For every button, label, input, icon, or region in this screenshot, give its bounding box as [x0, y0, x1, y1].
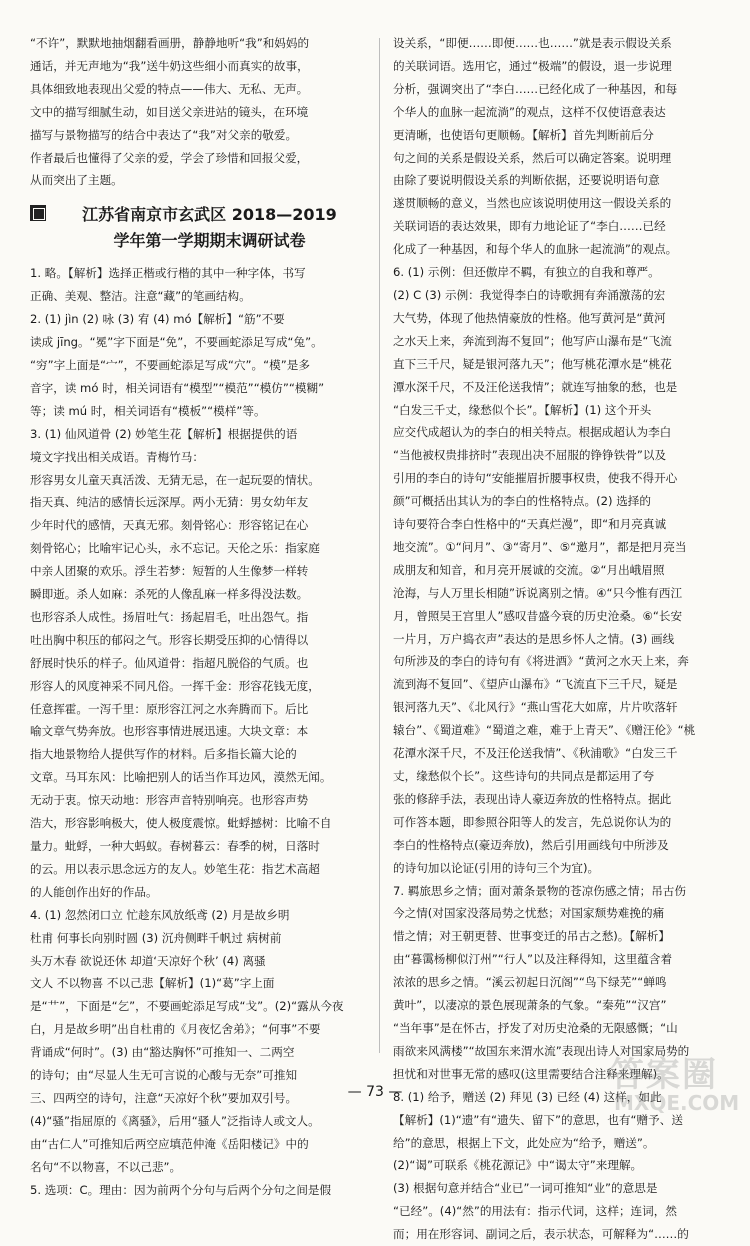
answer-line: 背诵成“何时”。(3) 由“豁达胸怀”可推知一、二两空 [30, 1045, 295, 1060]
intro-line: “不许”，默默地抽烟翻看画册，静静地听“我”和妈妈的 [30, 36, 310, 50]
answer-line: 2. (1) jìn (2) 咏 (3) 宥 (4) mó【解析】“筋”不要 [30, 312, 285, 327]
answer-line: 句所涉及的李白的诗句有《将进酒》“黄河之水天上来，奔 [393, 654, 689, 669]
answer-line: 正确、美观、整洁。注意“藏”的笔画结构。 [30, 289, 251, 304]
section-marker-icon [30, 205, 46, 221]
answer-line: 流到海不复回”、《望庐山瀑布》“飞流直下三千尺，疑是 [393, 677, 678, 692]
answer-line: 瞬即逝。杀人如麻：杀死的人像乱麻一样多得没法数。 [30, 587, 309, 602]
answer-line: 一片月，万户捣衣声”表达的是思乡怀人之情。(3) 画线 [393, 631, 675, 646]
answer-line: 今之情(对国家没落局势之忧愁；对国家颓势难挽的痛 [393, 906, 665, 921]
answer-line: 任意挥霍。一泻千里：原形容江河之水奔腾而下。后比 [30, 701, 309, 716]
section-heading [30, 202, 365, 254]
answer-line: (2) C (3) 示例：我觉得李白的诗歌拥有奔涌激荡的宏 [393, 287, 666, 302]
answer-line: “已经”。(4)“然”的用法有：指示代词，这样；连词，然 [393, 1204, 677, 1219]
answer-line: 个华人的血脉一起流淌”的观点，这样不仅使语意表达 [393, 104, 666, 119]
intro-line: 从而突出了主题。 [30, 173, 123, 188]
answer-line: 月，曾照吴王宫里人”感叹昔盛今衰的历史沧桑。⑥“长安 [393, 608, 683, 623]
answer-line: 浓浓的思乡之情。“溪云初起日沉阁”“鸟下绿芜”“蝉鸣 [393, 975, 667, 990]
answer-line: 之水天上来，奔流到海不复回”；他写庐山瀑布是“飞流 [393, 333, 672, 348]
answer-line: “当年事”是在怀古，抒发了对历史沧桑的无限感慨；“山 [393, 1020, 678, 1035]
answer-line: 成朋友和知音，和月亮开展诚的交流。②“月出峨眉照 [393, 562, 665, 577]
answer-line: 沧海，与人万里长相随”诉说离别之情。④“只今惟有西江 [393, 585, 683, 600]
answer-line: 形容人的风度神采不同凡俗。一挥千金：形容花钱无度， [30, 678, 320, 693]
answer-line: 也形容杀人成性。扬眉吐气：扬起眉毛，吐出怨气。指 [30, 609, 309, 624]
answer-line: 担忧和对世事无常的感叹(这里需要结合注释来理解)。 [393, 1066, 669, 1081]
answer-line: 是“艹”，下面是“乞”，不要画蛇添足写成“戈”。(2)“露从今夜 [30, 999, 344, 1014]
answer-line: 舒展时快乐的样子。仙风道骨：指超凡脱俗的气质。也 [30, 655, 309, 670]
answer-line: 银河落九天”、《北风行》“燕山雪花大如席，片片吹落轩 [393, 700, 678, 715]
answer-line: (3) 根据句意并结合“业已”一词可推知“业”的意思是 [393, 1181, 658, 1196]
answer-line: 由“暮霭杨柳似汀州”“行人”以及注释得知，这里蕴含着 [393, 952, 673, 967]
answer-line: 的关联词语。选用它，通过“极端”的假设，退一步说理 [393, 58, 672, 73]
answer-line: 句之间的关系是假设关系，然后可以确定答案。说明理 [393, 150, 672, 165]
answer-line: 遂贯顺畅的意义，当然也应该说明使用这一假设关系的 [393, 196, 672, 211]
answer-line: 杜甫 何事长向别时圆 (3) 沉舟侧畔千帆过 病树前 [30, 930, 282, 945]
intro-line: 描写与景物描写的结合中表达了“我”对父亲的敬爱。 [30, 127, 298, 142]
answer-line: 的诗句加以论证(引用的诗句三个为宜)。 [393, 860, 600, 875]
answer-line: 音字，读 mó 时，相关词语有“模型”“模范”“模仿”“模糊” [30, 380, 325, 395]
answer-line: 量力。蚍蜉，一种大蚂蚁。春树暮云：春季的树，日落时 [30, 839, 320, 853]
answer-line: 惜之情；对王朝更替、世事变迁的吊古之愁)。【解析】 [393, 929, 670, 944]
answer-line: 等；读 mú 时，相关词语有“模板”“模样”等。 [30, 403, 266, 418]
answer-line: “白发三千丈，缘愁似个长”。【解析】(1) 这个开头 [393, 402, 652, 417]
answer-line: 给”的意思，根据上下文，此处应为“给予，赠送”。 [393, 1135, 655, 1150]
answer-line: 头万木春 欲说还休 却道‘天凉好个秋’ (4) 离骚 [30, 953, 266, 968]
answer-line: 设关系，“即便……即便……也……”就是表示假设关系 [393, 36, 672, 50]
intro-line: 文中的描写细腻生动，如目送父亲进站的镜头，在环境 [30, 104, 309, 119]
intro-paragraph [30, 32, 365, 192]
answer-line: 而；用在形容词、副词之后，表示状态，可解释为“……的 [393, 1227, 689, 1242]
answer-line: 白，月是故乡明”出自杜甫的《月夜忆舍弟》；“何事”不要 [30, 1022, 321, 1037]
answer-line: 引用的李白的诗句“安能摧眉折腰事权贵，使我不得开心 [393, 471, 678, 486]
watermark-text-cn: 答案圈 [610, 1055, 718, 1095]
answer-line: 由“古仁人”可推知后两空应填范仲淹《岳阳楼记》中的 [30, 1136, 309, 1151]
answer-line: 4. (1) 忽然闭口立 忙趁东风放纸鸢 (2) 月是故乡明 [30, 907, 290, 922]
answer-line: (4)“骚”指屈原的《离骚》，后用“骚人”泛指诗人或文人。 [30, 1113, 320, 1128]
answer-line: 刻骨铭心；比喻牢记心头，永不忘记。天伦之乐：指家庭 [30, 541, 320, 556]
answer-line: 境文字找出相关成语。青梅竹马： [30, 449, 204, 464]
answer-line: 形容男女儿童天真活泼、无猜无忌，在一起玩耍的情状。 [30, 472, 320, 487]
answer-line: 雨欲来风满楼”“故国东来渭水流”表现出诗人对国家局势的 [393, 1043, 690, 1058]
answer-line: 关联词语的表达效果，即有力地论证了“李白……已经 [393, 219, 666, 234]
answer-line: 更清晰，也使语句更顺畅。【解析】首先判断前后分 [393, 127, 654, 142]
section-title-line1: 江苏省南京市玄武区 2018—2019 [82, 205, 337, 225]
intro-line: 作者最后也懂得了父亲的爱，学会了珍惜和回报父爱， [30, 150, 309, 165]
answer-line: 喻文章气势奔放。也形容事情进展迅速。大块文章：本 [30, 724, 309, 739]
answer-line: 可作答本题，即参照谷阳等人的发言，先总说你认为的 [393, 814, 672, 829]
answer-line: 指大地景物给人提供写作的材料。后多指长篇大论的 [30, 747, 297, 762]
watermark-logo [610, 1047, 740, 1119]
answer-line: 花潭水深千尺，不及汪伦送我情”、《秋浦歌》“白发三千 [393, 746, 678, 761]
answer-line: 【解析】(1)“遗”有“遗失、留下”的意思，也有“赠予、送 [393, 1112, 683, 1127]
section-title-line2: 学年第一学期期末调研试卷 [113, 231, 306, 251]
answer-line: 少年时代的感情，天真无邪。刻骨铭心：形容铭记在心 [30, 518, 309, 533]
answer-line: 颜”可概括出其认为的李白的性格特点。(2) 选择的 [393, 494, 651, 509]
answer-line: 的诗句；由“尽显人生无可言说的心酸与无奈”可推知 [30, 1068, 298, 1083]
left-column [30, 32, 365, 1202]
column-divider [379, 38, 380, 1053]
left-answers [30, 262, 365, 1201]
answer-line: 3. (1) 仙风道骨 (2) 妙笔生花【解析】根据提供的语 [30, 426, 298, 441]
answer-line: 大气势，体现了他热情豪放的性格。他写黄河是“黄河 [393, 310, 666, 325]
answer-line: 张的修辞手法，表现出诗人豪迈奔放的性格特点。据此 [393, 791, 672, 806]
answer-line: “穷”字上面是“宀”，不要画蛇添足写成“穴”。“模”是多 [30, 357, 310, 372]
answer-line: 直下三千尺，疑是银河落九天”；他写桃花潭水是“桃花 [393, 356, 672, 371]
answer-line: 黄叶”，以凄凉的景色展现萧条的气象。“秦苑”“汉宫” [393, 998, 667, 1013]
answer-line: 分析，强调突出了“李白……已经化成了一种基因，和每 [393, 81, 678, 96]
answer-line: 吐出胸中积压的郁闷之气。形容长期受压抑的心情得以 [30, 632, 309, 647]
answer-line: 化成了一种基因，和每个华人的血脉一起流淌”的观点。 [393, 242, 678, 257]
page-number: — 73 — [347, 1084, 403, 1100]
answer-line: 三、四两空的诗句，注意“天凉好个秋”要加双引号。 [30, 1090, 298, 1105]
answer-line: 无动于衷。惊天动地：形容声音特别响亮。也形容声势 [30, 793, 309, 808]
answer-line: 文人 不以物喜 不以己悲【解析】(1)“葛”字上面 [30, 976, 275, 991]
answer-line: 应交代成超认为的李白的相关特点。根据成超认为李白 [393, 425, 672, 440]
answer-line: 8. (1) 给予，赠送 (2) 拜见 (3) 已经 (4) 这样，如此 [393, 1089, 662, 1104]
answer-line: 潭水深千尺，不及汪伦送我情”；就连写抽象的愁，也是 [393, 379, 678, 394]
answer-line: 诗句要符合李白性格中的“天真烂漫”，即“和月亮真诚 [393, 517, 667, 532]
answer-line: 读成 jīng。“冕”字下面是“免”，不要画蛇添足写成“兔”。 [30, 335, 323, 350]
answer-line: 6. (1) 示例：但还傲岸不羁，有独立的自我和尊严。 [393, 265, 660, 280]
answer-line: 浩大，形容影响极大，使人极度震惊。蚍蜉撼树：比喻不自 [30, 816, 332, 831]
answer-line: 中亲人团聚的欢乐。浮生若梦：短暂的人生像梦一样转 [30, 564, 309, 579]
answer-line: 辕台”、《蜀道难》“蜀道之难，难于上青天”、《赠汪伦》“桃 [393, 723, 696, 738]
answer-line: 1. 略。【解析】选择正楷或行楷的其中一种字体，书写 [30, 266, 306, 281]
answer-line: 文章。马耳东风：比喻把别人的话当作耳边风，漠然无闻。 [30, 770, 332, 785]
section-title [54, 202, 365, 254]
answer-line: 的云。用以表示思念远方的友人。妙笔生花：指艺术高超 [30, 861, 320, 876]
answer-line: “当他被权贵排挤时”表现出决不屈服的铮铮铁骨”以及 [393, 448, 667, 463]
intro-line: 通话，并无声地为“我”送牛奶这些细小而真实的故事， [30, 58, 309, 73]
answer-line: (2)“谒”可联系《桃花源记》中“谒太守”来理解。 [393, 1158, 643, 1173]
answer-line: 的人能创作出好的作品。 [30, 884, 158, 899]
answer-line: 5. 选项：C。理由：因为前两个分句与后两个分句之间是假 [30, 1182, 332, 1197]
answer-line: 指天真、纯洁的感情长远深厚。两小无猜：男女幼年友 [30, 495, 309, 510]
answer-line: 7. 羁旅思乡之情；面对萧条景物的苍凉伤感之情；吊古伤 [393, 883, 686, 898]
watermark-text-en: MXQE.COM [614, 1091, 740, 1115]
answer-line: 李白的性格特点(豪迈奔放)，然后引用画线句中所涉及 [393, 837, 669, 852]
answer-line: 名句“不以物喜，不以己悲”。 [30, 1159, 182, 1174]
intro-line: 具体细致地表现出父爱的特点——伟大、无私、无声。 [30, 81, 309, 96]
answer-line: 由除了要说明假设关系的判断依据，还要说明语句意 [393, 173, 660, 188]
answer-line: 地交流”。①“问月”、③“寄月”、⑤“邀月”，都是把月亮当 [393, 539, 687, 554]
answer-line: 丈，缘愁似个长”。这些诗句的共同点是都运用了夸 [393, 769, 655, 783]
